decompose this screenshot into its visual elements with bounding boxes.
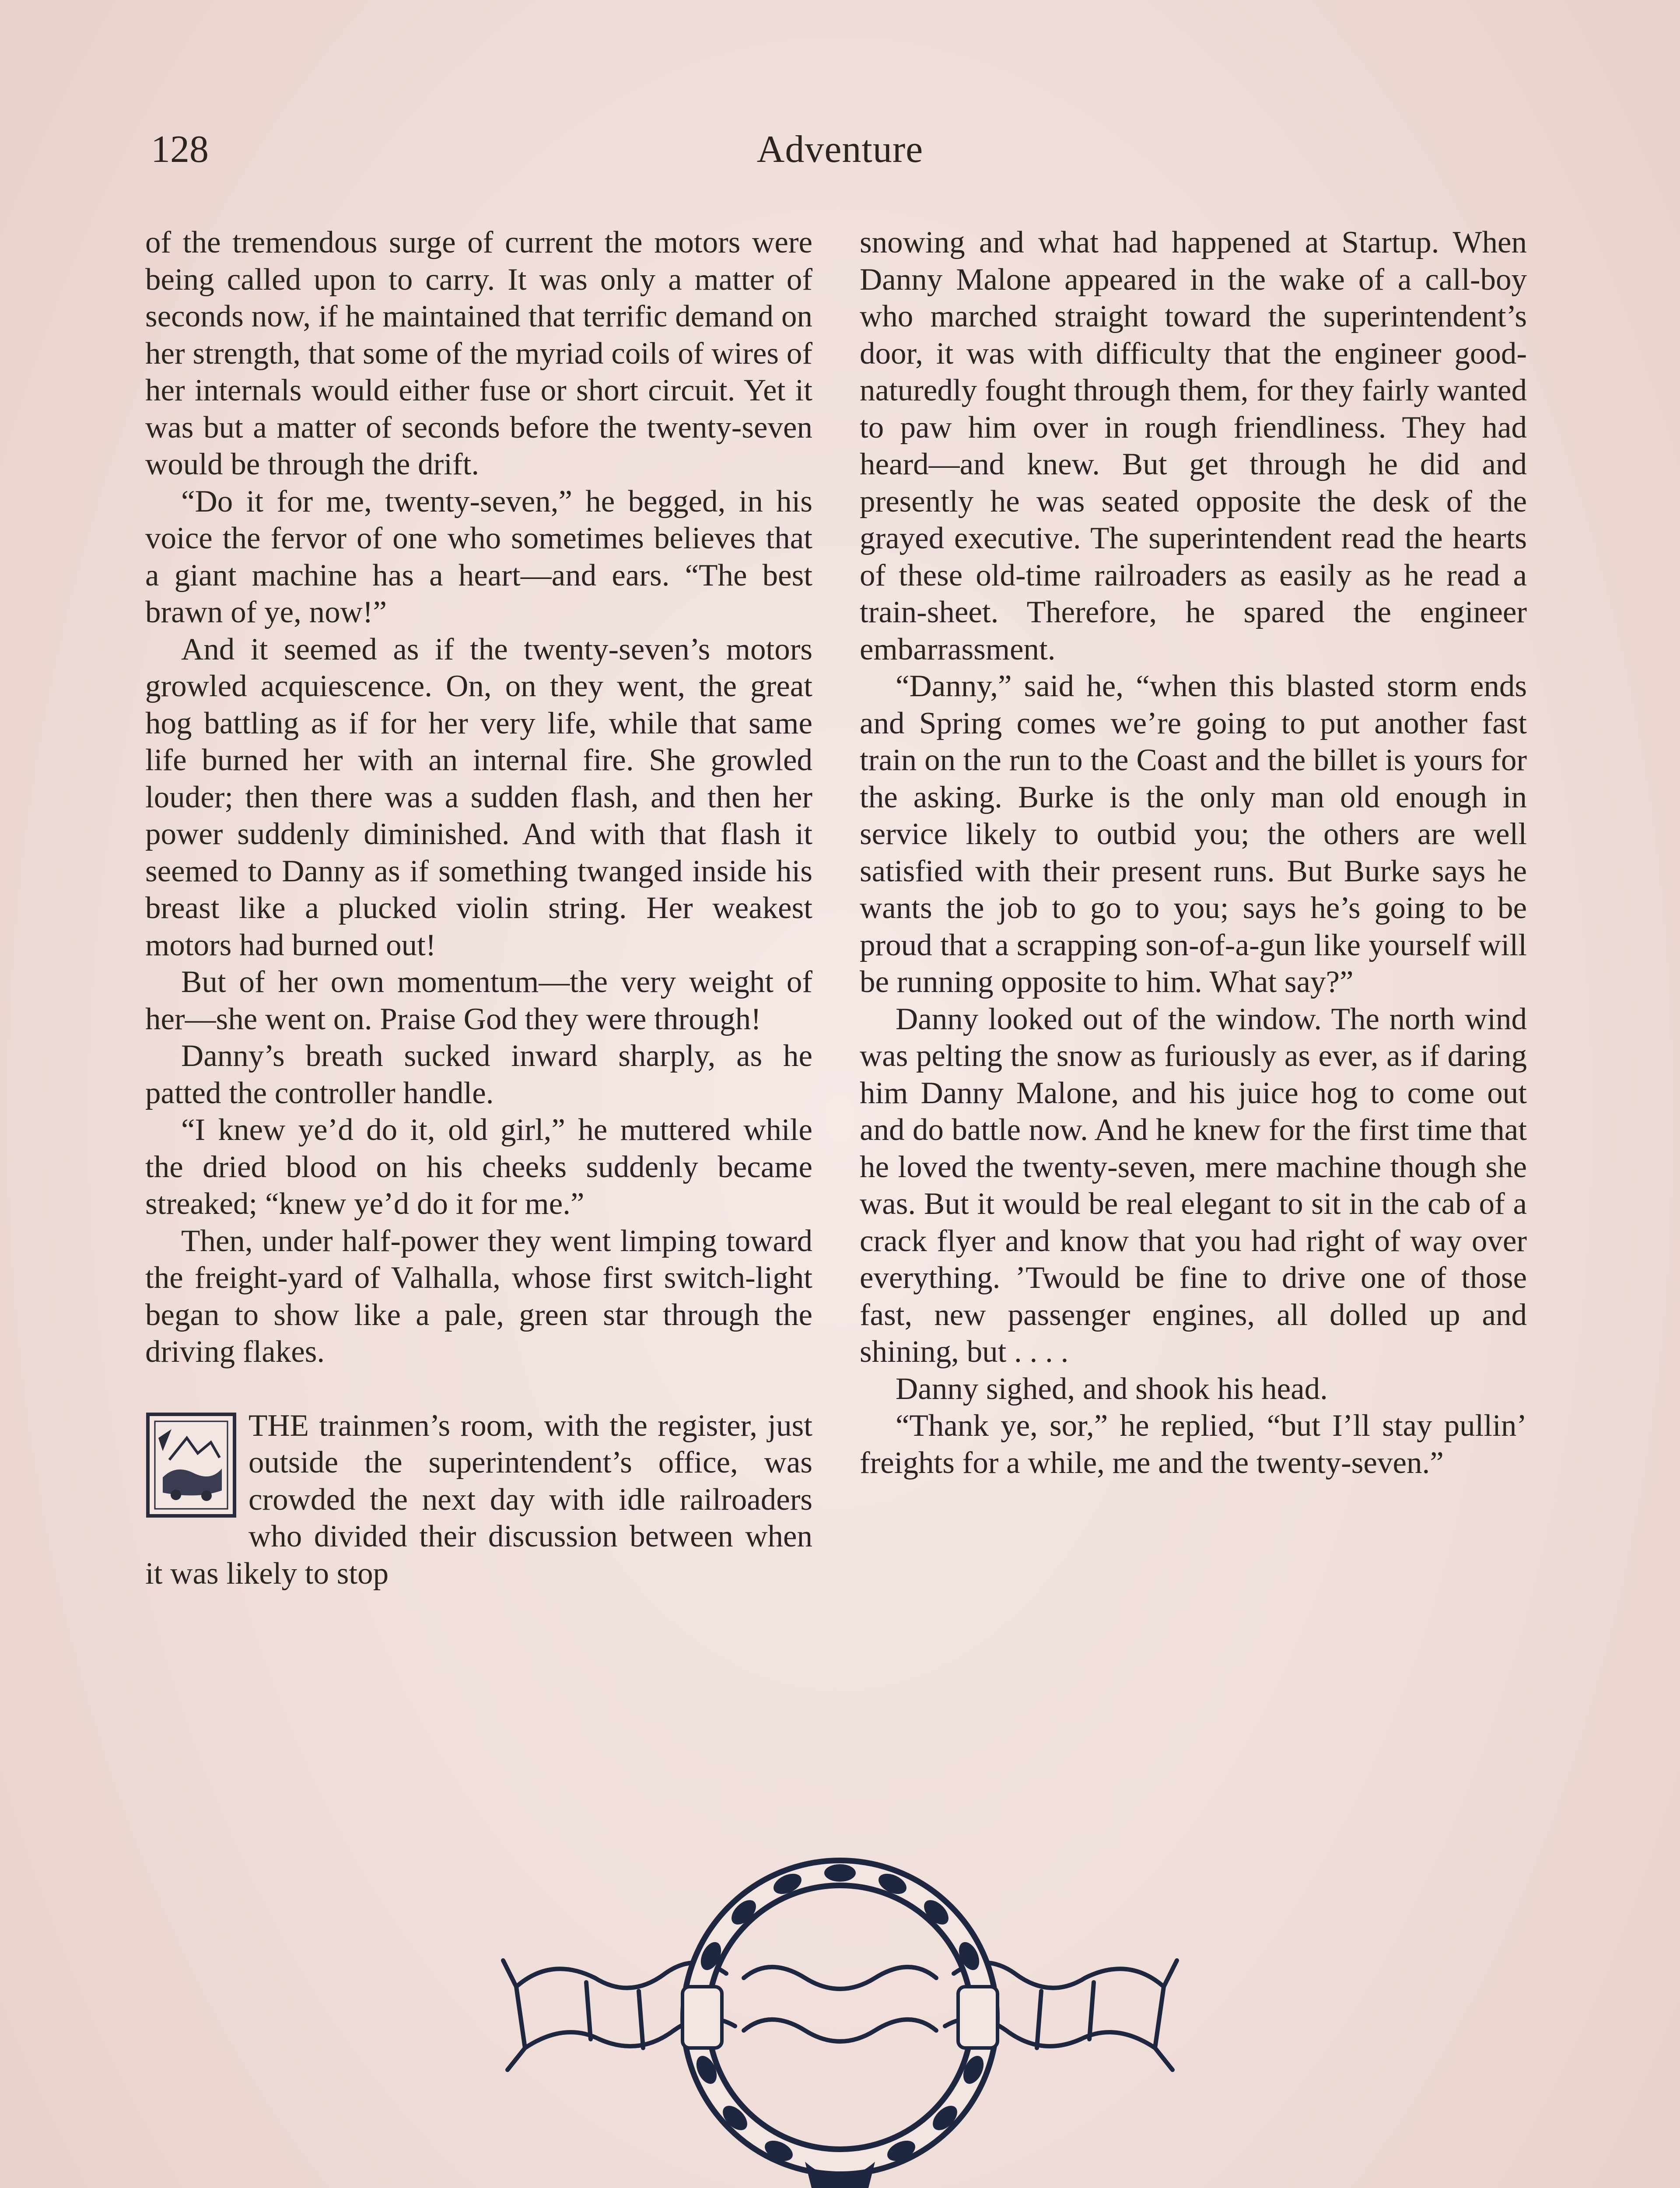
paragraph: snowing and what had happened at Startup. When Danny Malone appeared in the wake of a call-boy who marched straight toward the superintendent’s door, it was with difficulty that the engineer good-naturedly fought through them, for they fairly wanted to paw him over in rough friendliness. They had heard—and knew. But get through he did and presently he was seated opposite the desk of the grayed executive. The superintendent read the hearts of these old-time railroaders as easily as he read a train-sheet. Therefore, he spared the engineer embarrassment.	[860, 225, 1527, 666]
laurel-wreath-ornament	[499, 1812, 1181, 2188]
decorative-initial-illustration	[145, 1412, 237, 1518]
section-opening-paragraph	[145, 1407, 812, 1592]
paragraph: “I knew ye’d do it, old girl,” he muttered while the dried blood on his cheeks suddenly became streaked; “knew ye’d do it for me.”	[145, 1113, 812, 1221]
right-column	[860, 224, 1527, 1481]
engine-vignette-icon	[145, 1412, 237, 1518]
paragraph: “Danny,” said he, “when this blasted storm ends and Spring comes we’re going to put another fast train on the run to the Coast and the billet is yours for the asking. Burke is the only man old enough in service likely to outbid you; the others are well satisfied with their present runs. But Burke says he wants the job to go to you; says he’s going to be proud that a scrapping son-of-a-gun like yourself will be running opposite to him. What say?”	[860, 669, 1527, 999]
paragraph: But of her own momentum—the very weight of her—she went on. Praise God they were through!	[145, 965, 812, 1036]
paragraph: “Thank ye, sor,” he replied, “but I’ll stay pullin’ freights for a while, me and the twenty-seven.”	[860, 1409, 1527, 1480]
running-title: Adventure	[756, 128, 924, 171]
paragraph: Danny’s breath sucked inward sharply, as he patted the controller handle.	[145, 1039, 812, 1110]
paragraph: Danny sighed, and shook his head.	[896, 1371, 1328, 1406]
paragraph: Danny looked out of the window. The north wind was pelting the snow as furiously as ever, as if daring him Danny Malone, and his juice hog to come out and do battle now. And he knew for the first time that he loved the twenty-seven, mere machine though she was. But it would be real elegant to sit in the cab of a crack flyer and know that you had right of way over everything. ’Twould be fine to drive one of those fast, new passenger engines, all dolled up and shining, but . . . .	[860, 1002, 1527, 1369]
paragraph: Then, under half-power they went limping toward the freight-yard of Valhalla, whose first switch-light began to show like a pale, green star through the driving flakes.	[145, 1224, 812, 1369]
left-column	[145, 224, 812, 1592]
paragraph: And it seemed as if the twenty-seven’s motors growled acquiescence. On, on they went, the great hog battling as if for her very life, while that same life burned her with an internal fire. She growled louder; then there was a sudden flash, and then her power suddenly diminished. And with that flash it seemed to Danny as if something twanged inside his breast like a plucked violin string. Her weakest motors had burned out!	[145, 632, 812, 962]
wreath-ribbon-icon	[499, 1812, 1181, 2188]
section-opening-text: THE trainmen’s room, with the register, just outside the superintendent’s office, was crowded the next day with idle railroaders who divided their discussion between when it was likely to stop	[145, 1408, 812, 1591]
paragraph: “Do it for me, twenty-seven,” he begged, in his voice the fervor of one who sometimes believes that a giant machine has a heart—and ears. “The best brawn of ye, now!”	[145, 484, 812, 629]
paragraph: of the tremendous surge of current the motors were being called upon to carry. It was only a matter of seconds now, if he maintained that terrific demand on her strength, that some of the myriad coils of wires of her internals would either fuse or short circuit. Yet it was but a matter of seconds before the twenty-seven would be through the drift.	[145, 225, 812, 481]
page-number: 128	[151, 128, 209, 171]
